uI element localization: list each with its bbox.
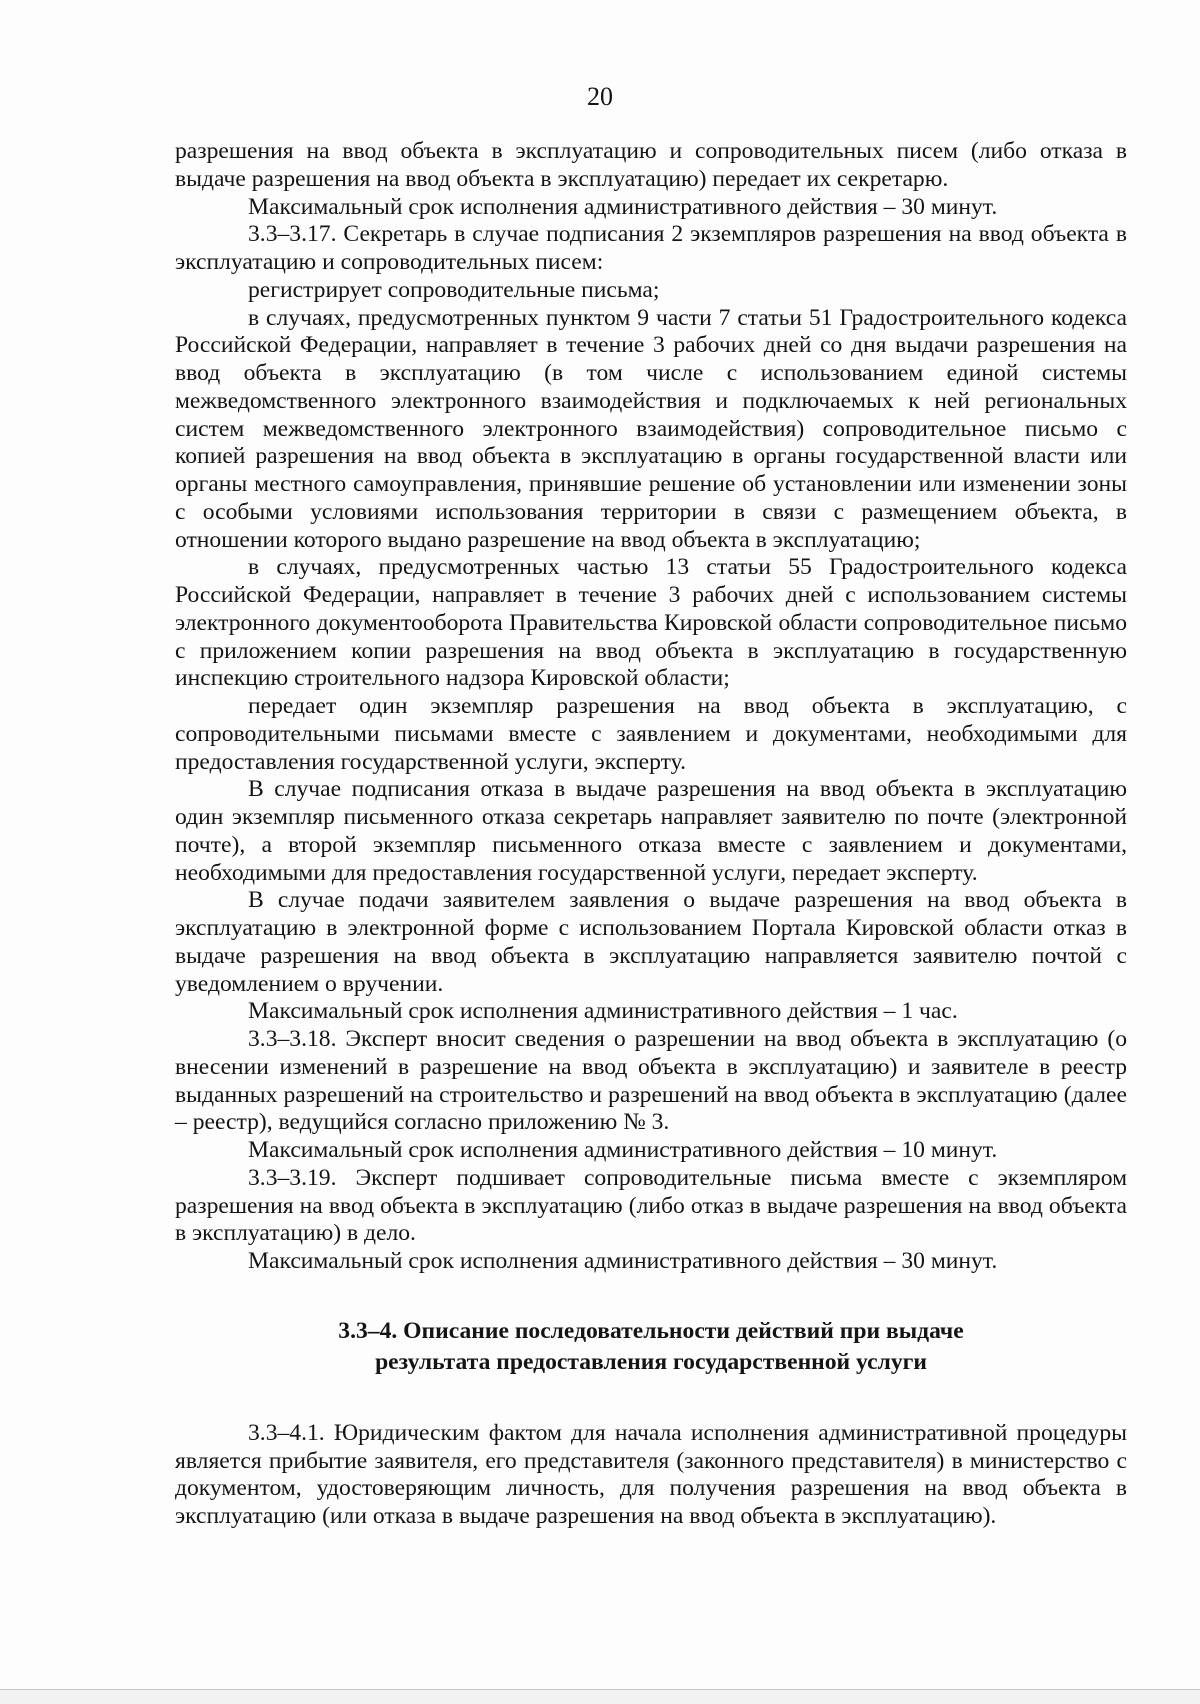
paragraph-continuation: разрешения на ввод объекта в эксплуатацию и сопроводительных писем (либо отказа в выдаче разрешения на ввод объекта в эксплуатацию) передает их секретарю. — [175, 138, 1127, 192]
paragraph-article-55: в случаях, предусмотренных частью 13 статьи 55 Градостроительного кодекса Российской Федерации, направляет в течение 3 рабочих дней с использованием системы электронного документооборота Правительства Кировской области сопроводительное письмо с приложением копии разрешения на ввод объекта в эксплуатацию в государственную инспекцию строительного надзора Кировской области; — [175, 554, 1127, 692]
paragraph-electronic-application: В случае подачи заявителем заявления о выдаче разрешения на ввод объекта в эксплуатацию в электронной форме с использованием Портала Кировской области отказ в выдаче разрешения на ввод объекта в эксплуатацию направляется заявителю почтой с уведомлением о вручении. — [175, 887, 1127, 997]
paragraph-time-limit: Максимальный срок исполнения административного действия – 30 минут. — [248, 193, 998, 220]
paragraph-time-limit: Максимальный срок исполнения административного действия – 30 минут. — [248, 1248, 998, 1274]
section-heading-line: результата предоставления государственной услуги — [375, 1348, 927, 1375]
paragraph-clause-3-3-3-17: 3.3–3.17. Секретарь в случае подписания 2 экземпляров разрешения на ввод объекта в эксплуатацию и сопроводительных писем: — [175, 221, 1127, 275]
scan-bottom-edge — [0, 1689, 1200, 1704]
section-heading — [175, 1316, 1127, 1378]
document-body — [175, 138, 1127, 1531]
paragraph-refusal-signed: В случае подписания отказа в выдаче разрешения на ввод объекта в эксплуатацию один экземпляр письменного отказа секретарь направляет заявителю по почте (электронной почте), а второй экземпляр письменного отказа вместе с заявлением и документами, необходимыми для предоставления государственной услуги, передает эксперту. — [175, 776, 1127, 886]
page-number: 20 — [587, 82, 613, 111]
paragraph-clause-3-3-3-18: 3.3–3.18. Эксперт вносит сведения о разрешении на ввод объекта в эксплуатацию (о внесении изменений в разрешение на ввод объекта в эксплуатацию) и заявителе в реестр выданных разрешений на строительство и разрешений на ввод объекта в эксплуатацию (далее – реестр), ведущийся согласно приложению № 3. — [175, 1026, 1127, 1136]
paragraph-clause-3-3-3-19: 3.3–3.19. Эксперт подшивает сопроводительные письма вместе с экземпляром разрешения на ввод объекта в эксплуатацию (либо отказ в выдаче разрешения на ввод объекта в эксплуатацию) в дело. — [175, 1164, 1127, 1247]
paragraph-registers-letters: регистрирует сопроводительные письма; — [248, 276, 660, 303]
paragraph-article-51: в случаях, предусмотренных пунктом 9 части 7 статьи 51 Градостроительного кодекса Российской Федерации, направляет в течение 3 рабочих дней со дня выдачи разрешения на ввод объекта в эксплуатацию (в том числе с использованием единой системы межведомственного электронного взаимодействия и подключаемых к ней региональных систем межведомственного электронного взаимодействия) сопроводительное письмо с копией разрешения на ввод объекта в эксплуатацию в органы государственной власти или органы местного самоуправления, принявшие решение об установлении или изменении зоны с особыми условиями использования территории в связи с размещением объекта, в отношении которого выдано разрешение на ввод объекта в эксплуатацию; — [175, 304, 1127, 553]
paragraph-clause-3-3-4-1: 3.3–4.1. Юридическим фактом для начала исполнения административной процедуры является прибытие заявителя, его представителя (законного представителя) в министерство с документом, удостоверяющим личность, для получения разрешения на ввод объекта в эксплуатацию (или отказа в выдаче разрешения на ввод объекта в эксплуатацию). — [175, 1419, 1127, 1529]
paragraph-time-limit: Максимальный срок исполнения административного действия – 10 минут. — [248, 1137, 998, 1163]
section-heading-line: 3.3–4. Описание последовательности действий при выдаче — [338, 1317, 964, 1344]
paragraph-time-limit: Максимальный срок исполнения административного действия – 1 час. — [248, 998, 958, 1025]
paragraph-transfers-copy: передает один экземпляр разрешения на ввод объекта в эксплуатацию, с сопроводительными письмами вместе с заявлением и документами, необходимыми для предоставления государственной услуги, эксперту. — [175, 693, 1127, 775]
